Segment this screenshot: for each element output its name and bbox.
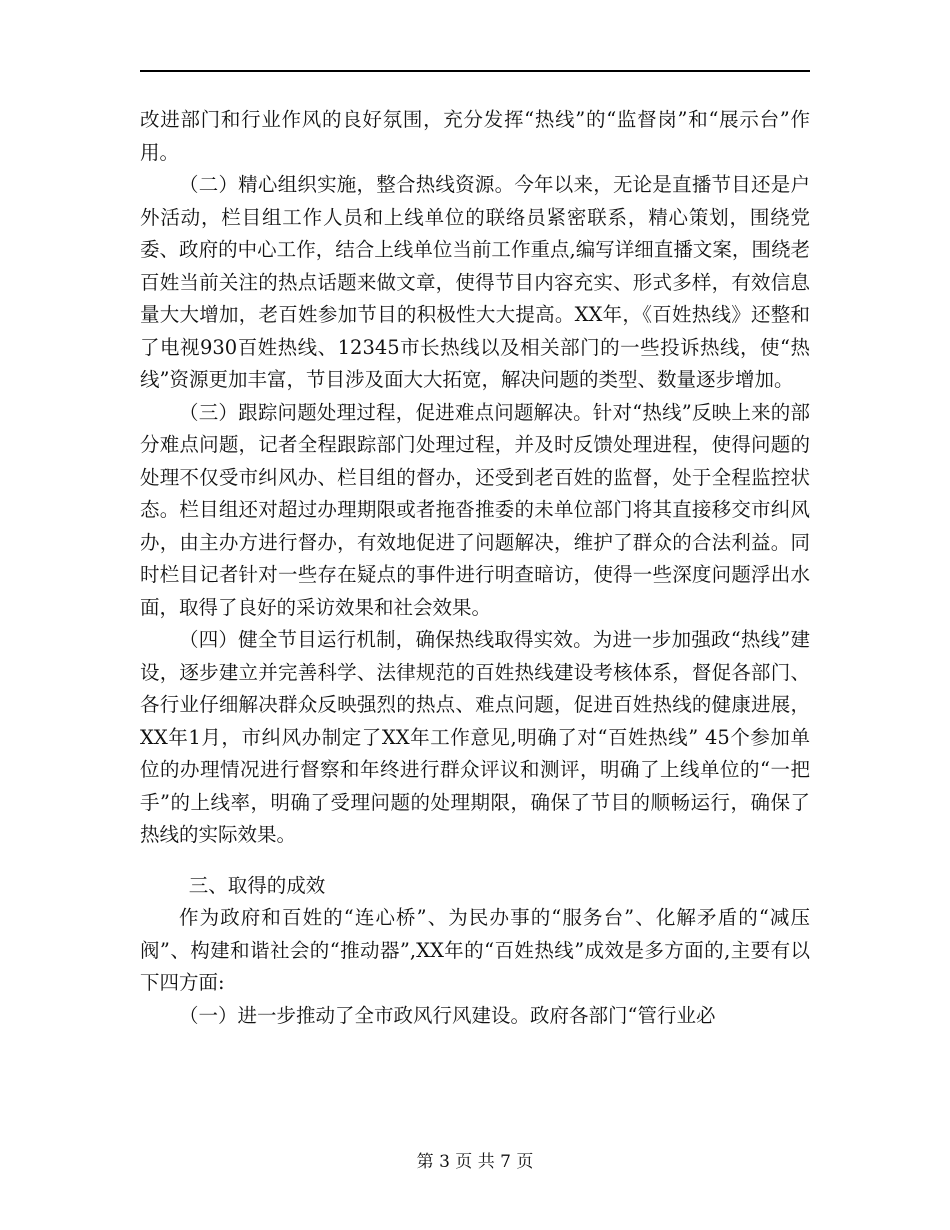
header-rule (140, 70, 810, 72)
paragraph-section-3: （三）跟踪问题处理过程，促进难点问题解决。针对“热线”反映上来的部分难点问题，记者全程跟踪部门处理过程，并及时反馈处理进程，使得问题的处理不仅受市纠风办、栏目组的督办，还受到老百姓的监督，处于全程监控状态。栏目组还对超过办理期限或者拖沓推委的未单位部门将其直接移交市纠风办，由主办方进行督办，有效地促进了问题解决，维护了群众的合法利益。同时栏目记者针对一些存在疑点的事件进行明查暗访，使得一些深度问题浮出水面，取得了良好的采访效果和社会效果。 (140, 400, 810, 619)
section-heading-results: 三、取得的成效 (188, 873, 326, 897)
paragraph-results-intro: 作为政府和百姓的“连心桥”、为民办事的“服务台”、化解矛盾的“减压阀”、构建和谐社会的“推动器”,XX年的“百姓热线”成效是多方面的,主要有以下四方面: (140, 906, 810, 994)
page-number-footer: 第 3 页 共 7 页 (416, 1152, 534, 1172)
paragraph-results-1: （一）进一步推动了全市政风行风建设。政府各部门“管行业必 (179, 1003, 716, 1027)
paragraph-section-2: （二）精心组织实施，整合热线资源。今年以来，无论是直播节目还是户外活动，栏目组工作人员和上线单位的联络员紧密联系，精心策划，围绕党委、政府的中心工作，结合上线单位当前工作重点,编写详细直播文案，围绕老百姓当前关注的热点话题来做文章，使得节目内容充实、形式多样，有效信息量大大增加，老百姓参加节目的积极性大大提高。XX年，《百姓热线》还整和了电视930百姓热线、12345市长热线以及相关部门的一些投诉热线，使“热线”资源更加丰富，节目涉及面大大拓宽，解决问题的类型、数量逐步增加。 (140, 173, 810, 391)
document-body (140, 104, 810, 1032)
paragraph-section-4: （四）健全节目运行机制，确保热线取得实效。为进一步加强政“热线”建设，逐步建立并完善科学、法律规范的百姓热线建设考核体系，督促各部门、各行业仔细解决群众反映强烈的热点、难点问题，促进百姓热线的健康进展，XX年1月，市纠风办制定了XX年工作意见,明确了对“百姓热线” 45个参加单位的办理情况进行督察和年终进行群众评议和测评，明确了上线单位的“一把手”的上线率，明确了受理问题的处理期限，确保了节目的顺畅运行，确保了热线的实际效果。 (140, 628, 810, 846)
paragraph-continuation: 改进部门和行业作风的良好氛围，充分发挥“热线”的“监督岗”和“展示台”作用。 (140, 108, 810, 164)
